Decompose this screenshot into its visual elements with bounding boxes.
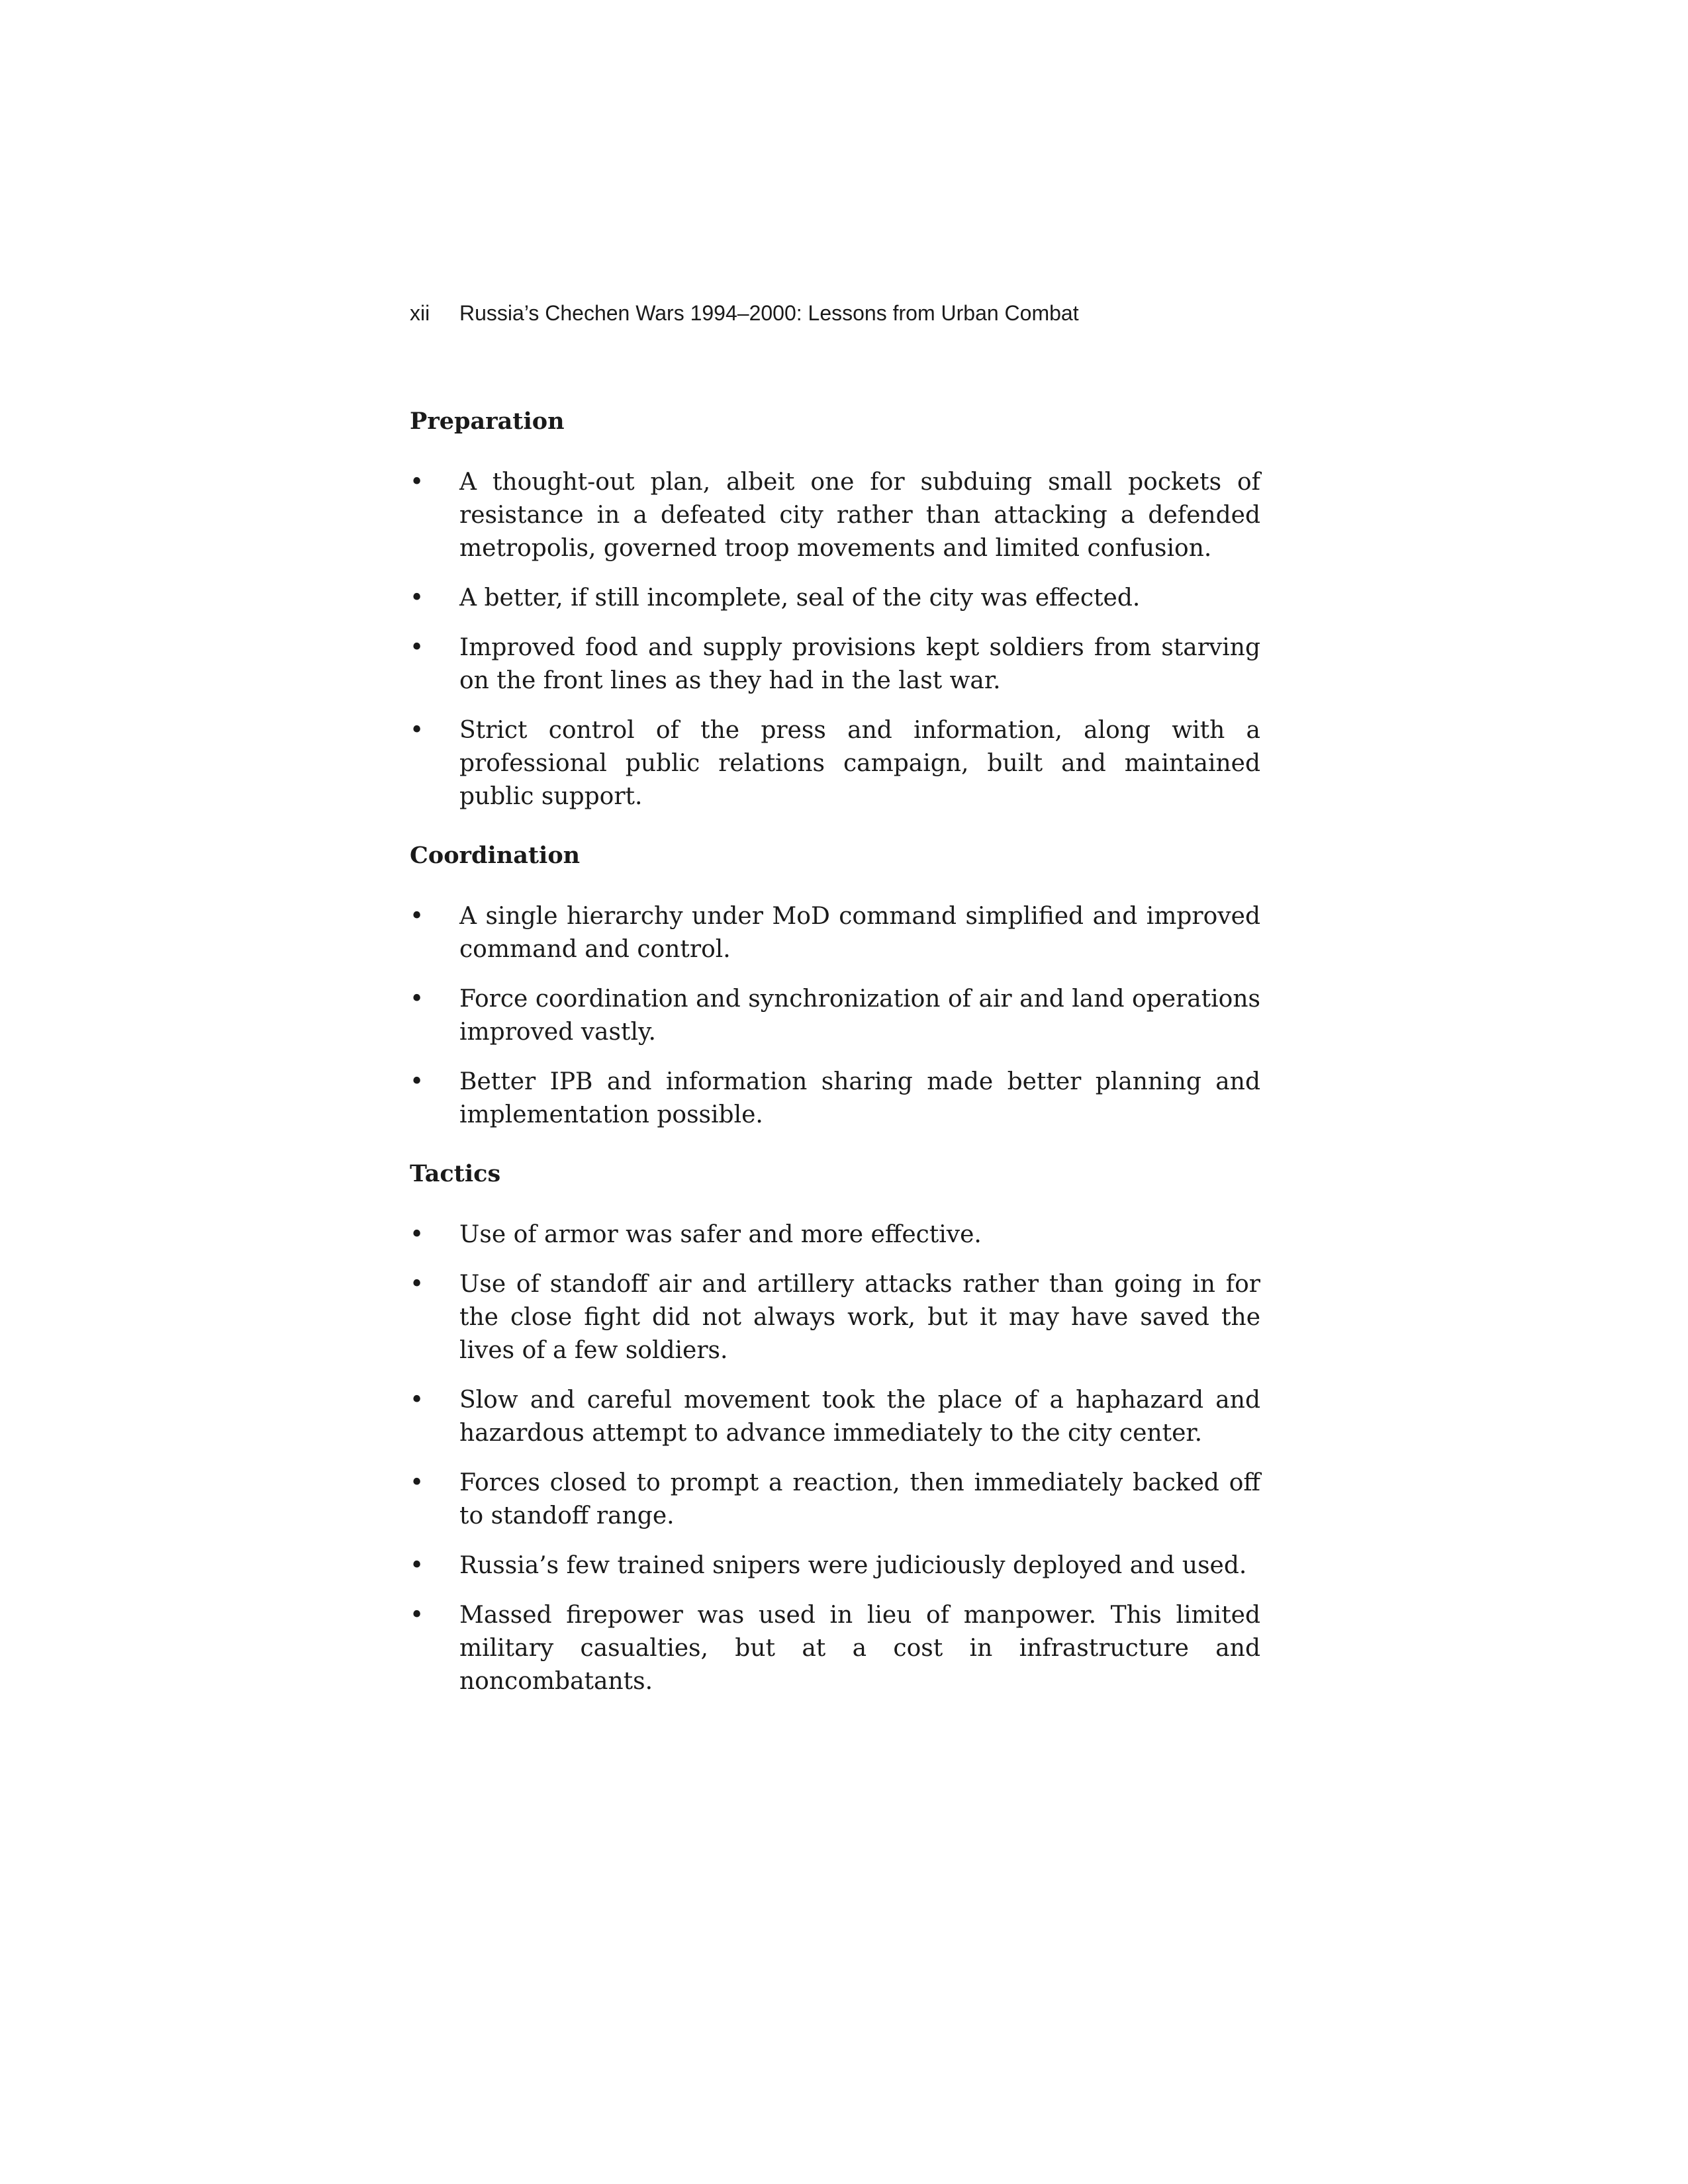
bullet-icon: • [410,1469,424,1496]
bullet-icon: • [410,1271,424,1298]
list-item: • A single hierarchy under MoD command simplified and improved command and control. [410,900,1260,966]
list-item: • Forces closed to prompt a reaction, then immediately backed off to standoff range. [410,1467,1260,1533]
list-item: • Improved food and supply provisions kept soldiers from starving on the front lines as they had in the last war. [410,631,1260,698]
bullet-icon: • [410,469,424,496]
section-heading-tactics: Tactics [410,1160,501,1187]
list-item: • Use of standoff air and artillery attacks rather than going in for the close fight did not always work, but it may have saved the lives of a few soldiers. [410,1268,1260,1367]
bullet-icon: • [410,1387,424,1414]
bullet-icon: • [410,634,424,661]
tactics-list [410,1218,1260,1698]
list-item: • Force coordination and synchronization of air and land operations improved vastly. [410,983,1260,1049]
bullet-icon: • [410,584,424,612]
section-heading-coordination: Coordination [410,842,581,869]
preparation-list [410,466,1260,813]
running-header [410,301,1079,326]
bullet-icon: • [410,903,424,930]
list-item: • Russia’s few trained snipers were judiciously deployed and used. [410,1549,1260,1582]
list-item: • A thought-out plan, albeit one for subduing small pockets of resistance in a defeated city rather than attacking a defended metropolis, governed troop movements and limited confusion. [410,466,1260,565]
bullet-icon: • [410,1221,424,1248]
bullet-icon: • [410,1552,424,1579]
list-item: • Massed firepower was used in lieu of manpower. This limited military casualties, but at a cost in infrastructure and noncombatants. [410,1599,1260,1698]
list-item: • A better, if still incomplete, seal of the city was effected. [410,582,1260,615]
bullet-icon: • [410,1068,424,1095]
book-title: Russia’s Chechen Wars 1994–2000: Lessons from Urban Combat [459,301,1079,325]
list-item: • Strict control of the press and information, along with a professional public relations campaign, built and maintained public support. [410,714,1260,813]
coordination-list [410,900,1260,1132]
bullet-icon: • [410,717,424,744]
bullet-icon: • [410,985,424,1013]
section-heading-preparation: Preparation [410,408,565,435]
list-item: • Slow and careful movement took the place of a haphazard and hazardous attempt to advance immediately to the city center. [410,1384,1260,1450]
bullet-icon: • [410,1602,424,1629]
page-number: xii [410,301,430,325]
page-body [410,405,1260,1715]
list-item: • Use of armor was safer and more effective. [410,1218,1260,1251]
list-item: • Better IPB and information sharing made better planning and implementation possible. [410,1066,1260,1132]
